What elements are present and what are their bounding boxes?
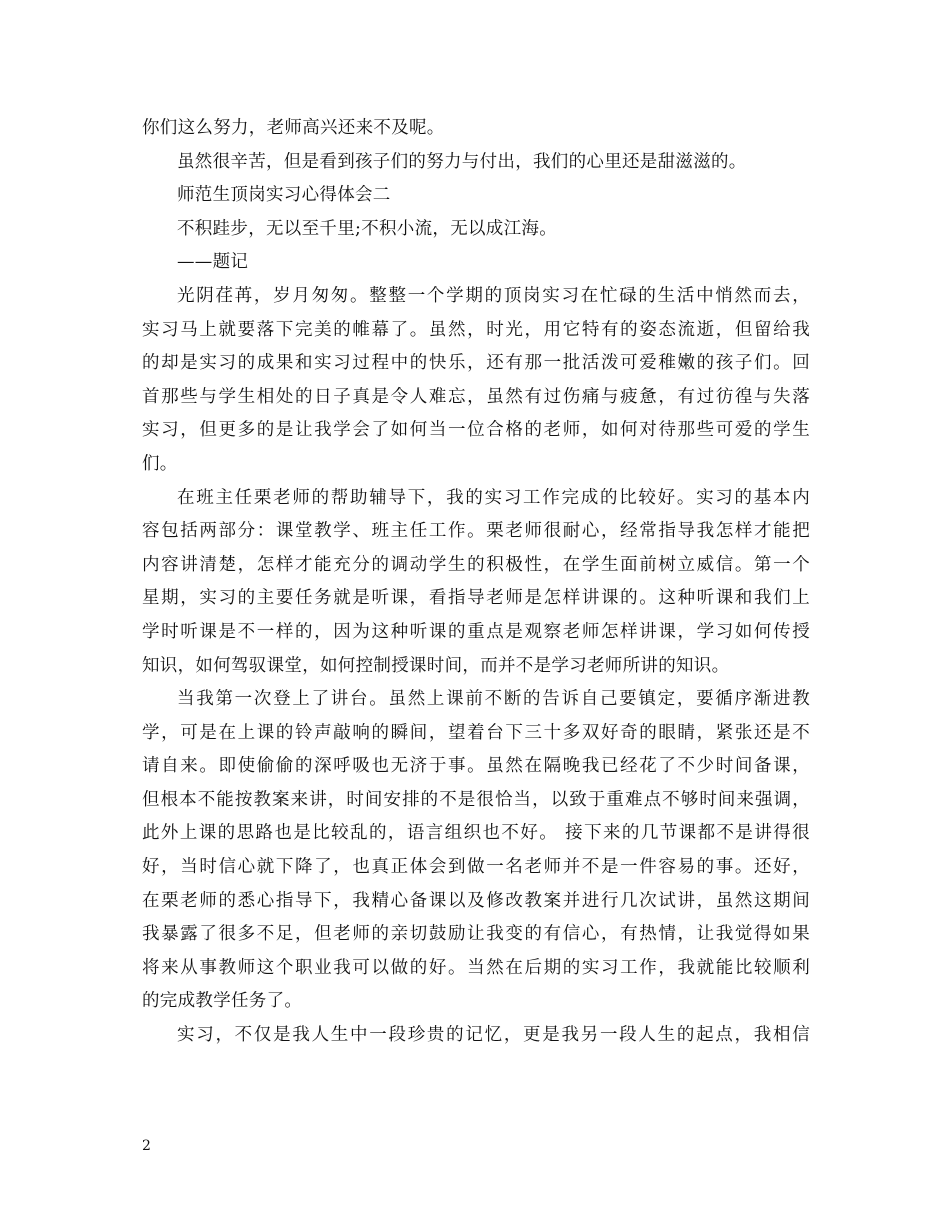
text-line: 的完成教学任务了。 — [142, 991, 303, 1012]
text-line: 你们这么努力，老师高兴还来不及呢。 — [142, 118, 445, 138]
section-heading: 师范生顶岗实习心得体会二 — [177, 185, 391, 206]
text-line: 学，可是在上课的铃声敲响的瞬间，望着台下三十多双好奇的眼睛，紧张还是不 — [142, 722, 810, 743]
epigraph: 不积跬步，无以至千里;不积小流，无以成江海。 — [177, 218, 557, 239]
text-line: 容包括两部分：课堂教学、班主任工作。栗老师很耐心，经常指导我怎样才能把 — [142, 521, 810, 542]
text-line: 但根本不能按教案来讲，时间安排的不是很恰当，以致于重难点不够时间来强调， — [142, 789, 810, 810]
text-line: 此外上课的思路也是比较乱的，语言组织也不好。 接下来的几节课都不是讲得很 — [142, 823, 810, 844]
text-line: 虽然很辛苦，但是看到孩子们的努力与付出，我们的心里还是甜滋滋的。 — [177, 151, 747, 172]
text-line: 在班主任栗老师的帮助辅导下，我的实习工作完成的比较好。实习的基本内 — [177, 487, 810, 508]
text-line: 内容讲清楚，怎样才能充分的调动学生的积极性，在学生面前树立威信。第一个 — [142, 554, 810, 575]
text-line: 知识，如何驾驭课堂，如何控制授课时间，而并不是学习老师所讲的知识。 — [142, 655, 730, 676]
text-line: 的却是实习的成果和实习过程中的快乐，还有那一批活泼可爱稚嫩的孩子们。回 — [142, 353, 810, 374]
text-line: 学时听课是不一样的，因为这种听课的重点是观察老师怎样讲课，学习如何传授 — [142, 621, 810, 642]
text-line: 星期，实习的主要任务就是听课，看指导老师是怎样讲课的。这种听课和我们上 — [142, 588, 810, 609]
text-line: 们。 — [142, 453, 178, 474]
text-line: 我暴露了很多不足，但老师的亲切鼓励让我变的有信心，有热情，让我觉得如果 — [142, 924, 810, 945]
text-line: 实习马上就要落下完美的帷幕了。虽然，时光，用它特有的姿态流逝，但留给我 — [142, 319, 810, 340]
text-line: 首那些与学生相处的日子真是令人难忘，虽然有过伤痛与疲惫，有过彷徨与失落 — [142, 386, 810, 407]
text-line: 好，当时信心就下降了，也真正体会到做一名老师并不是一件容易的事。还好， — [142, 857, 810, 878]
page-number: 2 — [142, 1138, 151, 1154]
body-text — [142, 112, 810, 1053]
text-line: 实习，不仅是我人生中一段珍贵的记忆，更是我另一段人生的起点，我相信 — [177, 1025, 810, 1046]
text-line: 将来从事教师这个职业我可以做的好。当然在后期的实习工作，我就能比较顺利 — [142, 957, 810, 978]
text-line: 在栗老师的悉心指导下，我精心备课以及修改教案并进行几次试讲，虽然这期间 — [142, 890, 810, 911]
text-line: 光阴荏苒，岁月匆匆。整整一个学期的顶岗实习在忙碌的生活中悄然而去， — [177, 285, 810, 306]
epigraph-attribution: ——题记 — [177, 252, 249, 273]
text-line: 请自来。即使偷偷的深呼吸也无济于事。虽然在隔晚我已经花了不少时间备课， — [142, 756, 810, 777]
text-line: 实习，但更多的是让我学会了如何当一位合格的老师，如何对待那些可爱的学生 — [142, 420, 810, 441]
text-line: 当我第一次登上了讲台。虽然上课前不断的告诉自己要镇定，要循序渐进教 — [177, 689, 810, 710]
